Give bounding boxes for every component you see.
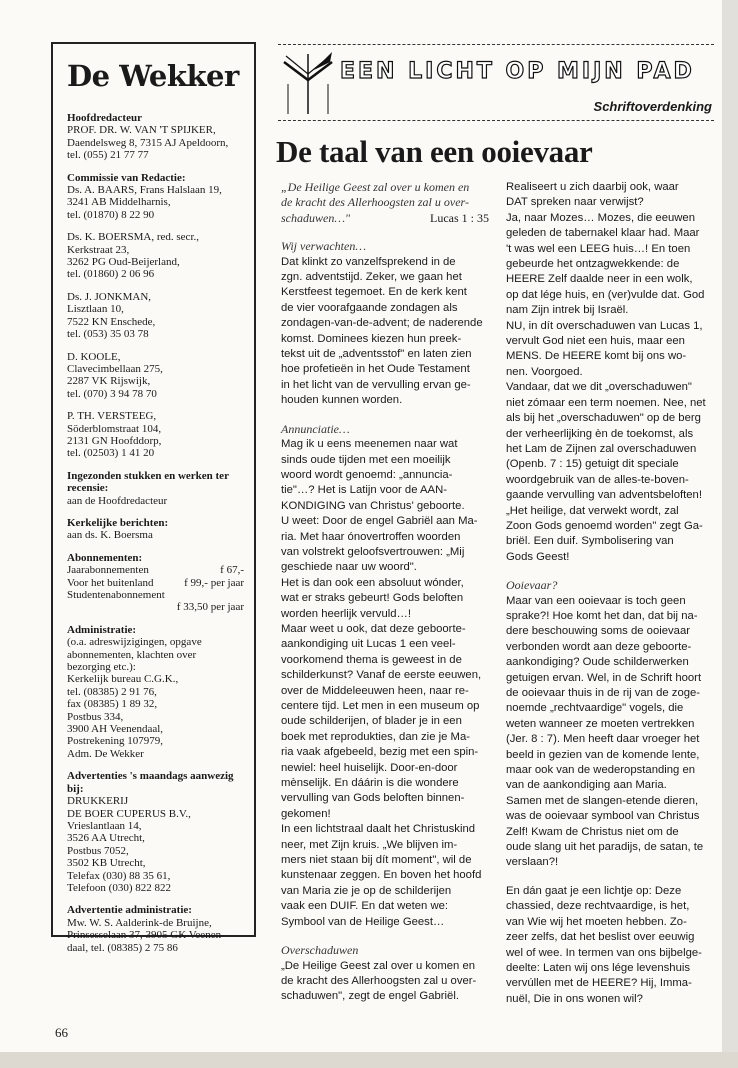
paragraph xyxy=(506,884,718,1007)
text-line: Mag ik u eens meenemen naar wat xyxy=(281,438,458,451)
text-line: zondagen-van-de-advent; de naderende xyxy=(281,317,483,330)
text-line: tel. (070) 3 94 78 70 xyxy=(67,387,157,400)
text-line: Prinsesselaan 37, 3905 GK Veenen- xyxy=(67,929,225,942)
text-line: Kerkelijk bureau C.G.K., xyxy=(67,673,179,686)
text-line: abonnementen, klachten over xyxy=(67,648,197,661)
price-label: Studentenabonnement xyxy=(67,589,165,601)
paragraph xyxy=(281,437,489,930)
text-line: oude schilderijen, of blader je in een xyxy=(281,715,462,728)
colophon-jonkman xyxy=(67,291,244,341)
text-line: nuël, Die in ons wonen wil? xyxy=(506,992,643,1005)
text-line: Postbus 7052, xyxy=(67,844,129,857)
text-line: kunstenaar zeggen. En boven het hoofd xyxy=(281,869,482,882)
section-heading: Administratie: xyxy=(67,623,137,636)
text-line: P. TH. VERSTEEG, xyxy=(67,410,157,423)
text-line: nen. Voorgoed. xyxy=(506,365,583,378)
divider xyxy=(278,120,714,121)
text-line: Samen met de slangen-etende dieren, xyxy=(506,794,699,807)
text-line: hoe profetieën in het Oude Testament xyxy=(281,363,470,376)
text-line: Ja, naar Mozes… Mozes, die eeuwen xyxy=(506,211,696,224)
text-line: 3526 AA Utrecht, xyxy=(67,832,145,845)
text-line: 3900 AH Veenendaal, xyxy=(67,723,164,736)
text-line: Ds. K. BOERSMA, red. secr., xyxy=(67,231,199,244)
text-line: vaak een DUIF. En dat weten we: xyxy=(281,900,449,913)
text-line: Zoon Gods genoemd worden" zegt Ga- xyxy=(506,519,703,532)
text-line: tel. (053) 35 03 78 xyxy=(67,328,149,341)
scan-edge-right xyxy=(722,0,738,1068)
quote-last-line xyxy=(281,211,489,226)
text-line: „Het heilige, dat verwekt wordt, zal xyxy=(506,504,679,517)
text-line: aan de Hoofdredacteur xyxy=(67,494,168,507)
text-line: beeld in gezien van de komende lente, xyxy=(506,748,700,761)
colophon-kerkelijk xyxy=(67,517,244,542)
price-label: Jaarabonnementen xyxy=(67,564,149,577)
text-line: als bij het „overschaduwen" op de berg xyxy=(506,412,701,425)
colophon-advertenties xyxy=(67,770,244,894)
text-line: (Jer. 8 : 7). Men heeft daar vroeger het xyxy=(506,733,700,746)
text-line: Vrieslantlaan 14, xyxy=(67,819,142,832)
text-line: verbonden wordt aan deze geboorte- xyxy=(506,640,692,653)
text-line: tel. (055) 21 77 77 xyxy=(67,149,149,162)
text-line: voorkomend thema is geweest in de xyxy=(281,653,462,666)
text-line: Postbus 334, xyxy=(67,710,124,723)
text-line: tel. (01860) 2 06 96 xyxy=(67,268,155,281)
text-line: NU, in dít overschaduwen van Lucas 1, xyxy=(506,319,703,332)
text-line: noemde „rechtvaardige" vogels, die xyxy=(506,702,684,715)
text-line: geleden de tabernakel klaar had. Maar xyxy=(506,227,700,240)
text-line: daal, tel. (08385) 2 75 86 xyxy=(67,941,178,954)
text-line: Mw. W. S. Aalderink-de Bruijne, xyxy=(67,916,212,929)
text-line: Symbool van de Heilige Geest… xyxy=(281,915,445,928)
text-line: DAT spreken naar verwijst? xyxy=(506,196,644,209)
text-line: tel. (02503) 1 41 20 xyxy=(67,447,155,460)
text-line: Het is dan ook een absoluut wónder, xyxy=(281,576,464,589)
text-line: ria vaak afgebeeld, bezig met een spin- xyxy=(281,746,479,759)
section-heading: Advertentie administratie: xyxy=(67,904,192,917)
text-line: 2287 VK Rijswijk, xyxy=(67,375,151,388)
text-line: MENS. De HEERE komt bij ons wo- xyxy=(506,350,687,363)
paragraph xyxy=(281,959,489,1005)
section-body xyxy=(67,124,244,161)
text-line: En dán gaat je een lichtje op: Deze xyxy=(506,884,682,897)
section-body xyxy=(67,495,244,507)
text-line: Lisztlaan 10, xyxy=(67,303,124,316)
divider xyxy=(278,44,714,45)
text-line: maar ook van de wederopstanding en xyxy=(506,764,696,777)
text-line: neer, met Zijn kruis. „We blijven im- xyxy=(281,838,458,851)
paragraph-gap xyxy=(506,565,718,578)
text-line: (Openb. 7 : 15) getuigt dit speciale xyxy=(506,458,679,471)
text-line: Kerkstraat 23, xyxy=(67,243,130,256)
paragraph xyxy=(506,594,718,871)
text-line: vervúllen met de HEERE? Hij, Imma- xyxy=(506,977,692,990)
text-line: niet zómaar een term noemen. Nee, net xyxy=(506,396,706,409)
open-book-candle-icon xyxy=(280,50,336,116)
text-line: van de aankondiging aan Maria. xyxy=(506,779,667,792)
text-line: aan ds. K. Boersma xyxy=(67,529,153,542)
price-label: Voor het buitenland xyxy=(67,576,154,589)
colophon-box xyxy=(51,42,256,954)
subheading: Wij verwachten… xyxy=(281,239,366,254)
text-line: wat er straks gebeurt! Gods beloften xyxy=(281,592,464,605)
text-line: deelte: Laten wij ons lége levenshuis xyxy=(506,961,691,974)
text-line: Vandaar, dat we dit „overschaduwen" xyxy=(506,381,692,394)
text-line: chassied, deze rechtvaardige, is het, xyxy=(506,900,690,913)
text-line: in het licht van de vervulling ervan ge- xyxy=(281,378,471,391)
text-line: 't was wel een LEEG huis…! En toen xyxy=(506,242,691,255)
price-row xyxy=(67,564,244,576)
text-line: Kerstfeest tegemoet. En de kerk kent xyxy=(281,286,467,299)
colophon-administratie xyxy=(67,624,244,760)
quote-line: schaduwen…" xyxy=(281,210,351,225)
article-column-1 xyxy=(281,180,489,1005)
quote-line: „De Heilige Geest zal over u komen en xyxy=(281,180,470,194)
subheading: Annunciatie… xyxy=(281,421,350,436)
scripture-reference: Lucas 1 : 35 xyxy=(430,210,489,225)
price-row xyxy=(67,577,244,589)
text-line: 7522 KN Enschede, xyxy=(67,315,156,328)
text-line: mènselijk. En dáárin is die wondere xyxy=(281,777,459,790)
text-line: centere tijd. Let men in een museum op xyxy=(281,700,480,712)
text-line: oude slang uit het paradijs, de satan, te xyxy=(506,841,704,854)
text-line: Realiseert u zich daarbij ook, waar xyxy=(506,181,679,193)
text-line: Maar van een ooievaar is toch geen xyxy=(506,594,686,607)
paragraph-gap xyxy=(281,930,489,943)
section-heading: Ingezonden stukken en werken ter recensie: xyxy=(67,469,229,495)
text-line: tel. (08385) 2 91 76, xyxy=(67,685,157,698)
colophon-abonnementen xyxy=(67,552,244,614)
text-line: aankondiging? Oude schilderwerken xyxy=(506,656,689,669)
text-line: D. KOOLE, xyxy=(67,350,121,363)
text-line: weten wanneer ze moeten vertrekken xyxy=(506,717,695,730)
scripture-quote xyxy=(281,180,489,226)
section-heading: Advertenties 's maandags aanwezig bij: xyxy=(67,770,234,795)
text-line: Ds. J. JONKMAN, xyxy=(67,290,152,303)
text-line: ria. Met haar ónovertroffen woorden xyxy=(281,530,461,543)
text-line: Zelf! Kwam de Christus niet om de xyxy=(506,825,679,838)
text-line: dere beschouwing soms de ooievaar xyxy=(506,625,690,638)
text-line: getuigen ervan. Wel, in de Schrift hoort xyxy=(506,671,702,684)
text-line: van volstrekt geloofsvertrouwen: „Mij xyxy=(281,545,465,558)
rubric-banner xyxy=(278,44,714,122)
section-body xyxy=(67,795,244,894)
text-line: Maar weet u ook, dat deze geboorte- xyxy=(281,622,466,635)
text-line: op dat lége huis, en (ver)vulde dat. God xyxy=(506,288,705,301)
text-line: van Maria zie je op de schilderijen xyxy=(281,884,452,897)
section-heading: Kerkelijke berichten: xyxy=(67,516,169,529)
price-value: f 67,- xyxy=(220,564,244,577)
text-line: gaande vervulling van adventsbeloften! xyxy=(506,489,702,502)
text-line: Dat klinkt zo vanzelfsprekend in de xyxy=(281,255,456,268)
text-line: gekomen! xyxy=(281,807,331,820)
text-line: Söderblomstraat 104, xyxy=(67,422,162,435)
text-line: der verheerlijking èn de toekomst, als xyxy=(506,427,694,440)
paragraph-gap xyxy=(506,871,718,884)
colophon-hoofdredacteur xyxy=(67,112,244,162)
text-line: woord wordt genoemd: „annuncia- xyxy=(281,468,453,481)
text-line: newiel: heel huiselijk. Door-en-door xyxy=(281,761,458,774)
text-line: vervulling van Gods beloften binnen- xyxy=(281,792,465,805)
colophon-versteeg xyxy=(67,410,244,460)
text-line: KONDIGING van Christus' geboorte. xyxy=(281,499,465,512)
text-line: Daendelsweg 8, 7315 AJ Apeldoorn, xyxy=(67,136,229,149)
text-line: van Wie wij het moeten hebben. Zo- xyxy=(506,915,687,928)
colophon-koole xyxy=(67,351,244,401)
text-line: boek met reprodukties, dan zie je Ma- xyxy=(281,730,471,743)
section-heading: Hoofdredacteur xyxy=(67,112,142,124)
masthead-title: De Wekker xyxy=(67,59,239,93)
paragraph xyxy=(506,180,718,565)
text-line: 2131 GN Hoofddorp, xyxy=(67,434,162,447)
text-line: nam Zijn intrek bij Israël. xyxy=(506,304,629,317)
text-line: 3502 KB Utrecht, xyxy=(67,857,146,870)
text-line: verslaan?! xyxy=(506,856,559,869)
text-line: over de Middeleeuwen heen, naar re- xyxy=(281,684,469,697)
text-line: worden heerlijk vervuld…! xyxy=(281,607,411,620)
text-line: „De Heilige Geest zal over u komen en xyxy=(281,959,476,972)
text-line: In een lichtstraal daalt het Christuskind xyxy=(281,823,476,836)
text-line: de ooievaar thuis in de rij van de zoge- xyxy=(506,687,701,699)
section-heading: Commissie van Redactie: xyxy=(67,171,186,184)
text-line: geschiede naar uw woord". xyxy=(281,561,417,574)
article-title: De taal van een ooievaar xyxy=(276,134,593,169)
text-line: (o.a. adreswijzigingen, opgave xyxy=(67,636,202,649)
text-line: schilderkunst? Vanaf de eerste eeuwen, xyxy=(281,669,482,682)
text-line: Clavecimbellaan 275, xyxy=(67,362,163,375)
article-column-2 xyxy=(506,180,718,1007)
section-body xyxy=(67,917,244,954)
text-line: tie"…? Het is Latijn voor de AAN- xyxy=(281,484,448,497)
text-line: het Lam de Zijnen zal overschaduwen xyxy=(506,442,697,455)
rubric-subtitle: Schriftoverdenking xyxy=(593,99,712,114)
text-line: was de ooievaar symbool van Christus xyxy=(506,810,700,823)
text-line: Gods Geest! xyxy=(506,550,570,563)
price-value: f 33,50 per jaar xyxy=(176,601,244,614)
colophon-boersma xyxy=(67,231,244,281)
text-line: komst. Dominees kiezen hun preek- xyxy=(281,332,462,345)
text-line: de vier voorafgaande zondagen als xyxy=(281,301,458,314)
text-line: woordgebruik van de alles-te-boven- xyxy=(506,473,689,486)
text-line: U weet: Door de engel Gabriël aan Ma- xyxy=(281,515,478,528)
text-line: aankondiging uit Lucas 1 een veel- xyxy=(281,638,456,651)
text-line: tel. (01870) 8 22 90 xyxy=(67,208,155,221)
paragraph-gap xyxy=(281,409,489,422)
subheading: Overschaduwen xyxy=(281,943,359,958)
text-line: mers niet staan bij dít moment", wil de xyxy=(281,854,472,867)
section-body xyxy=(67,636,244,760)
text-line: Adm. De Wekker xyxy=(67,747,144,760)
text-line: vervult God niet een huis, maar een xyxy=(506,335,685,348)
paragraph-gap xyxy=(281,226,489,239)
scan-edge-bottom xyxy=(0,1052,738,1068)
paragraph xyxy=(281,255,489,409)
section-body xyxy=(67,184,244,221)
quote-line: de kracht des Allerhoogsten zal u over- xyxy=(281,195,469,210)
section-heading: Abonnementen: xyxy=(67,551,143,564)
text-line: zgn. adventstijd. Zeker, we gaan het xyxy=(281,271,462,284)
text-line: Telefax (030) 88 35 61, xyxy=(67,869,171,882)
colophon-commissie xyxy=(67,172,244,222)
text-line: DE BOER CUPERUS B.V., xyxy=(67,807,191,820)
text-line: gebeurde het ontzagwekkende: de xyxy=(506,258,680,271)
price-value: f 99,- per jaar xyxy=(184,576,244,589)
text-line: fax (08385) 1 89 32, xyxy=(67,698,158,711)
text-line: sinds oude tijden met een moeilijk xyxy=(281,453,451,466)
text-line: briël. Een duif. Symbolisering van xyxy=(506,535,674,548)
text-line: zeer zelfs, dat het beslist over eeuwig xyxy=(506,931,695,944)
page-number: 66 xyxy=(55,1025,68,1040)
text-line: wel of wee. In termen van ons bijbelge- xyxy=(506,946,702,959)
rubric-title: EEN LICHT OP MIJN PAD xyxy=(340,59,695,84)
text-line: schaduwen", zegt de engel Gabriël. xyxy=(281,990,459,1003)
text-line: PROF. DR. W. VAN 'T SPIJKER, xyxy=(67,124,216,137)
text-line: de kracht des Allerhoogsten zal u over- xyxy=(281,974,477,987)
text-line: tekst uit de „adventsstof" en laten zien xyxy=(281,348,472,361)
text-line: houden kunnen worden. xyxy=(281,394,403,407)
section-body xyxy=(67,529,244,541)
subheading: Ooievaar? xyxy=(506,578,558,593)
text-line: 3262 PG Oud-Beijerland, xyxy=(67,256,180,269)
text-line: sprake?! Hoe komt het dan, dat bij na- xyxy=(506,609,698,622)
colophon-advertentie-adm xyxy=(67,904,244,954)
text-line: Postrekening 107979, xyxy=(67,735,163,748)
text-line: HEERE Zelf daalde neer in een wolk, xyxy=(506,273,693,286)
colophon-ingezonden xyxy=(67,470,244,507)
text-line: Ds. A. BAARS, Frans Halslaan 19, xyxy=(67,184,222,197)
text-line: 3241 AB Middelharnis, xyxy=(67,196,171,209)
text-line: DRUKKERIJ xyxy=(67,795,129,808)
text-line: Telefoon (030) 822 822 xyxy=(67,881,172,894)
text-line: bezorging etc.): xyxy=(67,661,136,674)
